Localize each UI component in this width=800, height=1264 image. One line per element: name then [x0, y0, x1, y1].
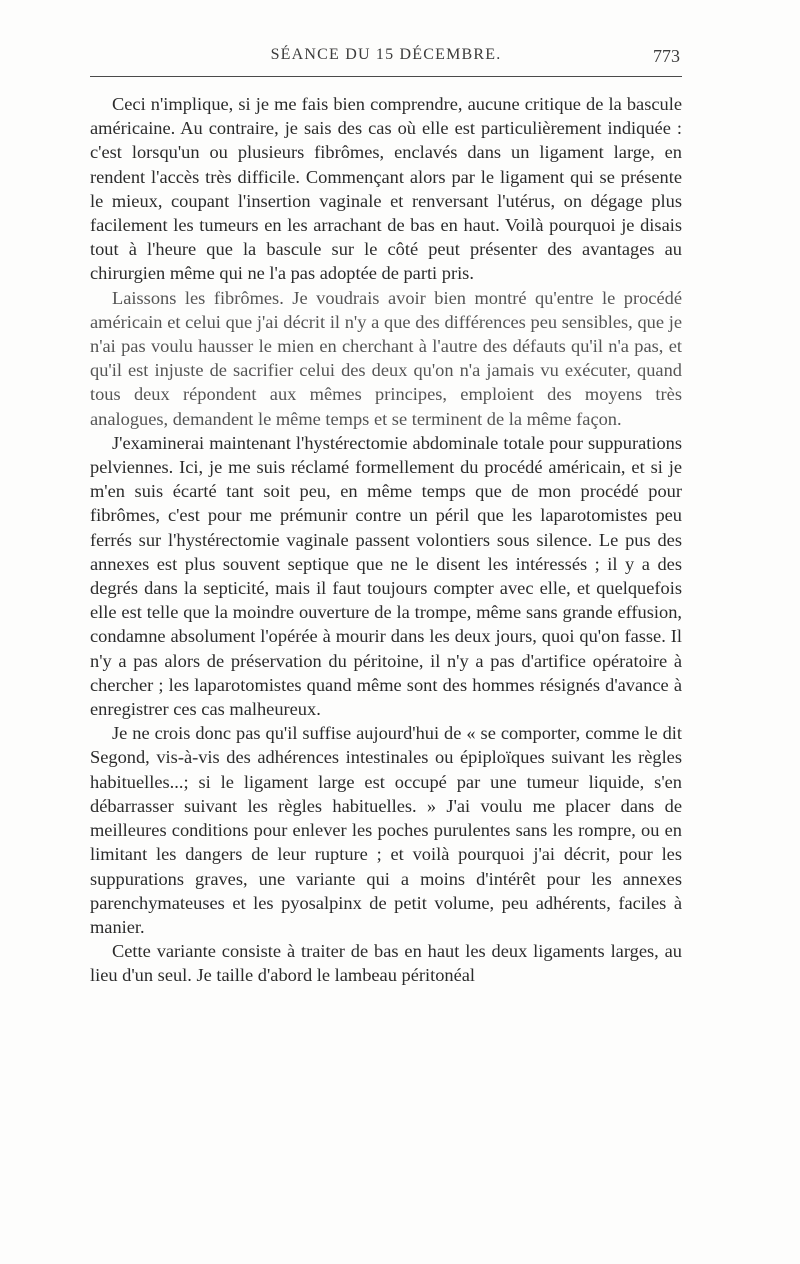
page-header [90, 46, 682, 74]
paragraph-2: Laissons les fibrômes. Je voudrais avoir bien montré qu'entre le procédé américain et celui que j'ai décrit il n'y a que des différences peu sensibles, que je n'ai pas voulu hausser le mien en cherchant à l'autre des défauts qu'il n'a pas, et qu'il est injuste de sacrifier celui des deux qu'on n'a jamais vu exécuter, quand tous deux répondent aux mêmes principes, emploient des moyens très analogues, demandent le même temps et se terminent de la même façon. [90, 287, 682, 429]
body-text [90, 92, 682, 988]
paragraph-4: Je ne crois donc pas qu'il suffise aujourd'hui de « se comporter, comme le dit Segond, vis-à-vis des adhérences intestinales ou épiploïques suivant les règles habituelles...; si le ligament large est occupé par une tumeur liquide, s'en débarrasser suivant les règles habituelles. » J'ai voulu me placer dans de meilleures conditions pour enlever les poches purulentes sans les rompre, ou en limitant les dangers de leur rupture ; et voilà pourquoi j'ai décrit, pour les suppurations graves, une variante qui a moins d'intérêt pour les annexes parenchymateuses et les pyosalpinx de petit volume, peu adhérents, faciles à manier. [90, 723, 682, 937]
header-divider [90, 76, 682, 77]
page-number: 773 [653, 46, 680, 66]
running-title: SÉANCE DU 15 DÉCEMBRE. [270, 46, 502, 63]
paragraph-5: Cette variante consiste à traiter de bas en haut les deux ligaments larges, au lieu d'un seul. Je taille d'abord le lambeau péritonéal [90, 941, 682, 986]
paragraph-1: Ceci n'implique, si je me fais bien comprendre, aucune critique de la bascule américaine. Au contraire, je sais des cas où elle est particulièrement indiquée : c'est lorsqu'un ou plusieurs fibrômes, enclavés dans un ligament large, en rendent l'accès très difficile. Commençant alors par le ligament qui se présente le mieux, coupant l'insertion vaginale et renversant l'utérus, on dégage plus facilement les tumeurs en les arrachant de bas en haut. Voilà pourquoi je disais tout à l'heure que la bascule sur le côté peut présenter des avantages au chirurgien même qui ne l'a pas adoptée de parti pris. [90, 94, 682, 284]
paragraph-3: J'examinerai maintenant l'hystérectomie abdominale totale pour suppurations pelviennes. Ici, je me suis réclamé formellement du procédé américain, et si je m'en suis écarté tant soit peu, en même temps que de mon procédé pour fibrômes, c'est pour me prémunir contre un péril que les laparotomistes peu ferrés sur l'hystérectomie vaginale passent volontiers sous silence. Le pus des annexes est plus souvent septique que ne le disent les intéressés ; il y a des degrés dans la septicité, mais il faut toujours compter avec elle, et quelquefois elle est telle que la moindre ouverture de la trompe, même sans grande effusion, condamne absolument l'opérée à mourir dans les deux jours, quoi qu'on fasse. Il n'y a pas alors de préservation du péritoine, il n'y a pas d'artifice opératoire à chercher ; les laparotomistes quand même sont des hommes résignés d'avance à enregistrer ces cas malheureux. [90, 432, 682, 720]
